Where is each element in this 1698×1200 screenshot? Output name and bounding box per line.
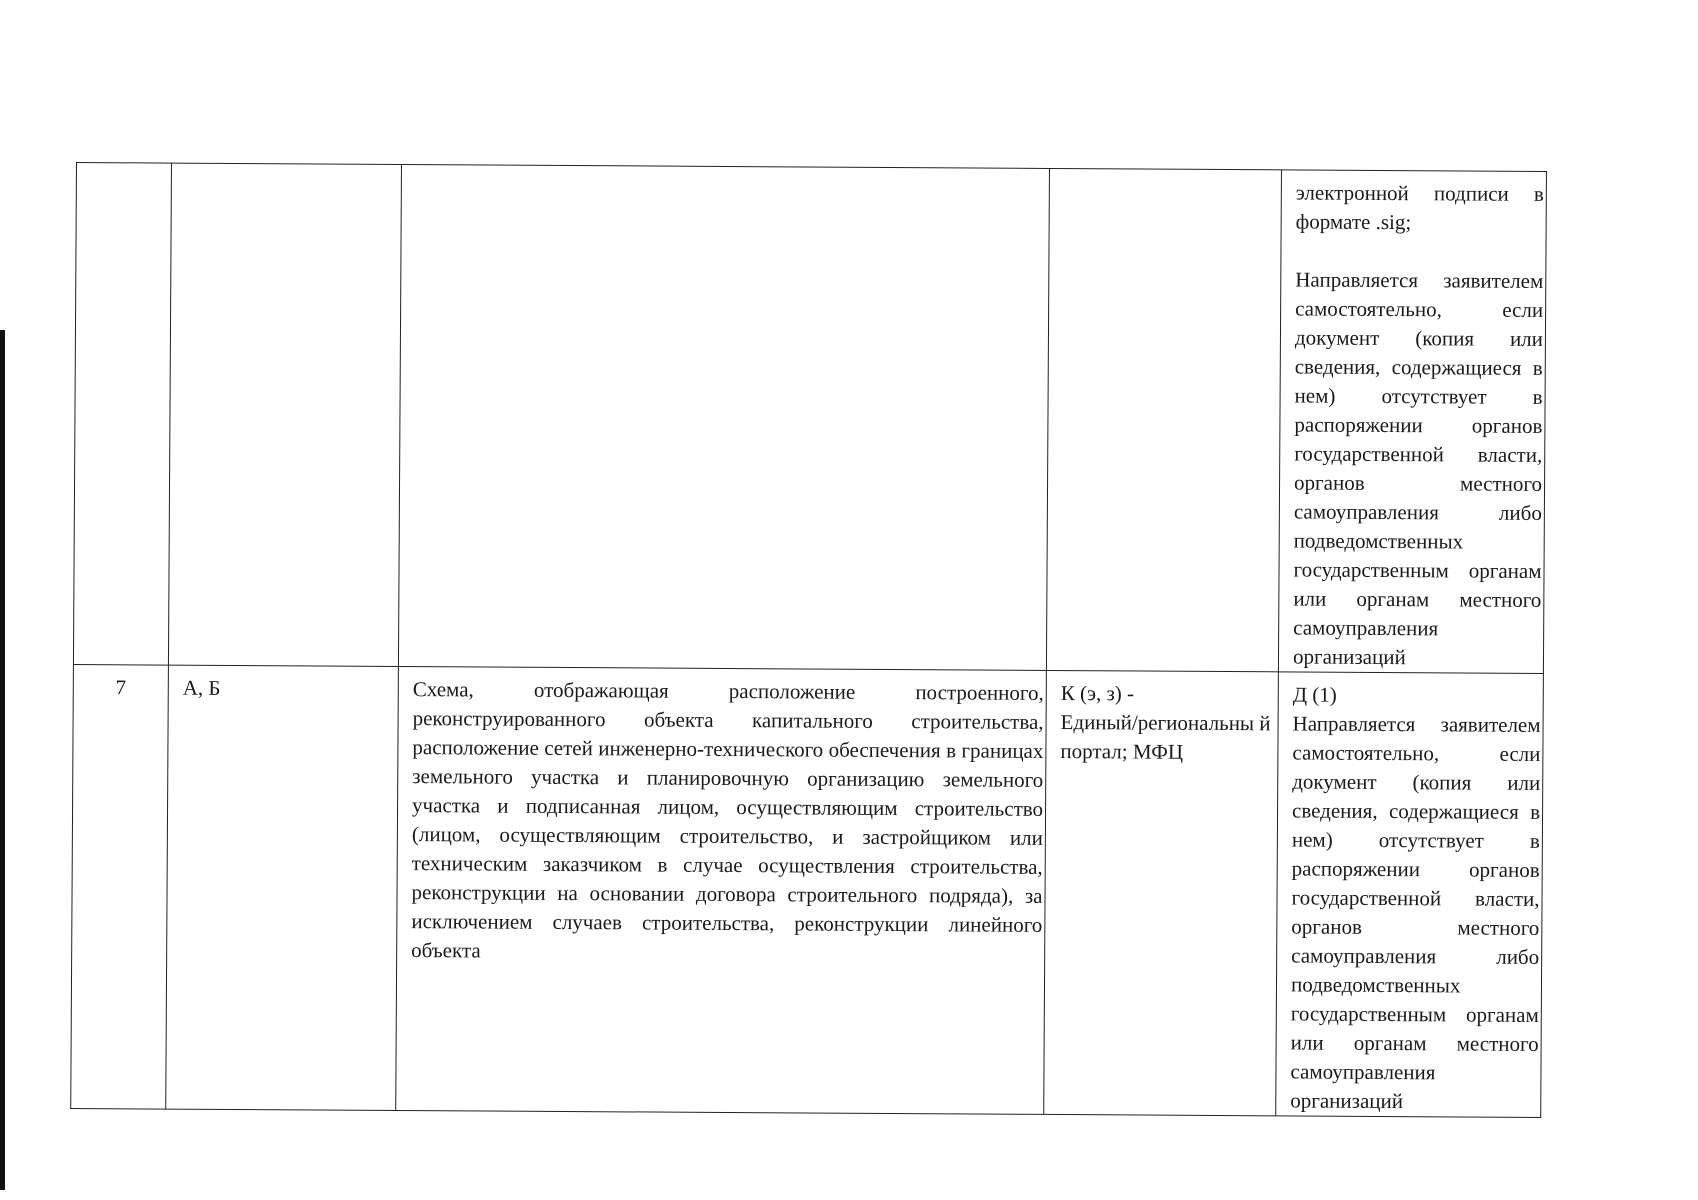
notes-main: Направляется заявителем самостоятельно, если документ (копия или сведения, содержащиеся в нем) отсутствует в распоряжении органов государственной власти, органов местного самоуправления либо подведомственных государственным органам или органам местного самоуправления организаций [1292,267,1544,670]
scan-edge-artifact [0,330,5,1190]
cell-number [73,163,171,666]
cell-method [1046,168,1281,671]
method-channels: Единый/региональны й портал; МФЦ [1060,710,1271,764]
cell-applicants: А, Б [166,665,399,1110]
documents-table [70,162,1547,1118]
cell-method [1044,670,1279,1115]
cell-document: Схема, отображающая расположение построенного, реконструированного объекта капитального строительства, расположение сетей инженерно-технического обеспечения в границах земельного участка и планировочную организацию земельного участка и подписанная лицом, осуществляющим строительство (лицом, осуществляющим строительство, и застройщиком или техническим заказчиком в случае осуществления строительства, реконструкции на основании договора строительного подряда), за исключением случаев строительства, реконструкции линейного объекта [396,666,1047,1114]
table-row-continuation [73,163,1546,674]
cell-applicants [168,163,401,666]
cell-number: 7 [71,664,169,1109]
method-code: К (э, з) - [1060,681,1135,706]
cell-notes [1276,672,1544,1118]
table-row-7 [71,664,1544,1117]
notes-intro: электронной подписи в формате .sig; [1295,180,1544,235]
notes-code: Д (1) [1292,682,1337,707]
paragraph-gap [1295,236,1543,267]
notes-main: Направляется заявителем самостоятельно, если документ (копия или сведения, содержащиеся в нем) отсутствует в распоряжении органов государственной власти, органов местного самоуправления либо подведомственных государственным органам или органам местного самоуправления организаций [1290,711,1541,1114]
cell-document [398,164,1049,670]
cell-notes [1278,170,1546,674]
